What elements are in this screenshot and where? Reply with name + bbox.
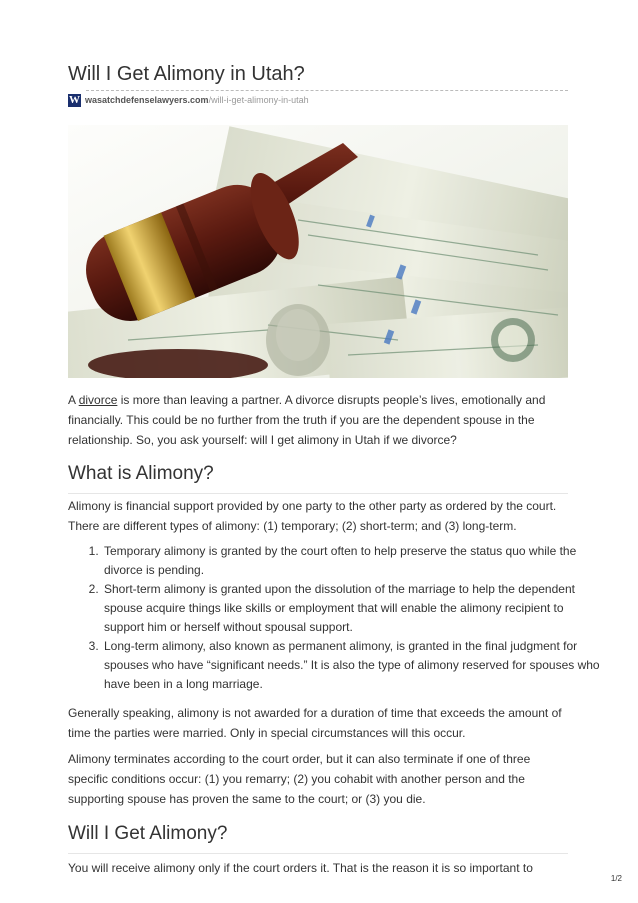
- source-domain[interactable]: wasatchdefenselawyers.com: [85, 95, 209, 105]
- page-title: Will I Get Alimony in Utah?: [68, 63, 305, 85]
- intro-suffix: is more than leaving a partner. A divorce disrupts people’s lives, emotionally and financially. This could be no further from the truth if you are the dependent spouse in the relationship. So, you ask yourself: will I get alimony in Utah if we divorce?: [68, 393, 546, 447]
- duration-paragraph: Generally speaking, alimony is not awarded for a duration of time that exceeds the amount of time the parties were married. Only in special circumstances will this occur.: [68, 706, 562, 740]
- source-bar: [68, 90, 568, 108]
- gavel-money-illustration: [68, 125, 568, 378]
- divorce-link[interactable]: divorce: [78, 393, 118, 407]
- intro-prefix: A: [68, 393, 79, 407]
- site-logo-icon: W: [69, 94, 80, 106]
- source-url[interactable]: [85, 95, 309, 105]
- page-number: 1/2: [610, 874, 622, 883]
- alimony-types-list: [68, 542, 602, 694]
- list-item: 3. Long-term alimony, also known as permanent alimony, is granted in the final judgment for spouses who have “significant needs.” It is also the type of alimony reserved for spouses who have been in a long marriage.: [102, 637, 602, 694]
- alimony-definition-paragraph: Alimony is financial support provided by one party to the other party as ordered by the court. There are different types of alimony: (1) temporary; (2) short-term; and (3) long-term.: [68, 499, 557, 533]
- section-heading-what-is-alimony: What is Alimony?: [68, 462, 568, 494]
- termination-paragraph: Alimony terminates according to the court order, but it can also terminate if one of three specific conditions occur: (1) you remarry; (2) you cohabit with another person and the supporting spouse has proven the same to the court; or (3) you die.: [68, 752, 531, 806]
- dotted-divider: [86, 90, 568, 91]
- court-order-paragraph: You will receive alimony only if the court orders it. That is the reason it is so important to: [68, 861, 533, 875]
- list-item: 1. Temporary alimony is granted by the court often to help preserve the status quo while the divorce is pending.: [102, 542, 602, 580]
- intro-paragraph: [68, 390, 568, 450]
- source-path[interactable]: /will-i-get-alimony-in-utah: [208, 95, 309, 105]
- list-item: 2. Short-term alimony is granted upon the dissolution of the marriage to help the dependent spouse acquire things like skills or employment that will enable the alimony recipient to support him or herself without spousal support.: [102, 580, 602, 637]
- section-heading-will-i-get-alimony: Will I Get Alimony?: [68, 822, 568, 854]
- hero-image: [68, 125, 568, 378]
